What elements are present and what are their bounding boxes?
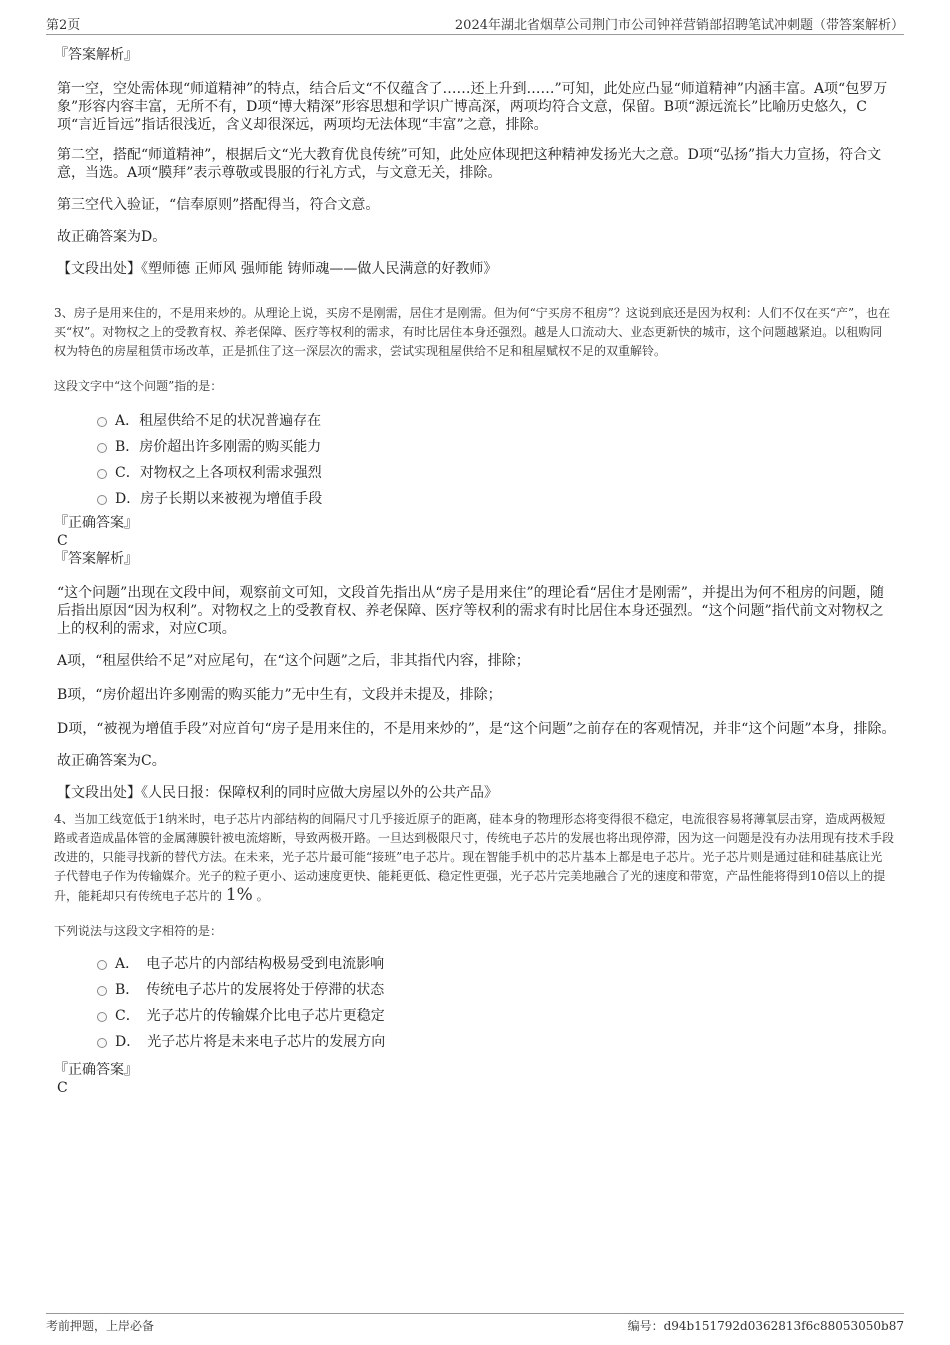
radio-icon[interactable] [97,986,107,996]
main-content [54,46,897,1097]
q4-stem [54,810,894,906]
prev-analysis-para1: 第一空，空处需体现“师道精神”的特点，结合后文“不仅蕴含了……还上升到……”可知，此处应凸显“师道精神”内涵丰富。A项“包罗万象”形容内容丰富，无所不有，D项“博大精深”形容思想和学识广博高深，两项均符合文意，保留。B项“源远流长”比喻历史悠久，C项“言近旨远”指话很浅近，含义却很深远，两项均无法体现“丰富”之意，排除。 [57,81,888,133]
q4-answer-label: 『正确答案』 [54,1062,138,1078]
q4-question: 下列说法与这段文字相符的是： [54,924,223,938]
radio-icon[interactable] [97,495,107,505]
option-label: B．房价超出许多刚需的购买能力 [115,439,322,455]
q4-options [57,951,897,1055]
q3-option-b[interactable] [57,434,897,460]
option-label: A．租屋供给不足的状况普遍存在 [115,413,322,429]
prev-source: 【文段出处】《塑师德 正师风 强师能 铸师魂——做人民满意的好教师》 [57,261,498,277]
radio-icon[interactable] [97,1012,107,1022]
q4-percent: 1% [225,885,253,905]
footer-slogan: 考前押题，上岸必备 [46,1319,155,1333]
q3-option-d[interactable] [57,486,897,512]
radio-icon[interactable] [97,960,107,970]
option-label: D． 光子芯片将是未来电子芯片的发展方向 [115,1034,386,1050]
q3-option-a[interactable] [57,408,897,434]
q3-analysis-label: 『答案解析』 [54,551,138,567]
page-footer [46,1313,904,1334]
q3-conclusion: 故正确答案为C。 [57,753,166,769]
page-number: 第2页 [46,18,81,33]
q4-stem-text: 4、当加工线宽低于1纳米时，电子芯片内部结构的间隔尺寸几乎接近原子的距离，硅本身的物理形态将变得很不稳定，电流很容易将薄氧层击穿，造成两极短路或者造成晶体管的金属薄膜针被电流熔断，导致两极开路。一旦达到极限尺寸，传统电子芯片的发展也将出现停滞，因为这一问题是没有办法用现有技术手段改进的，只能寻找新的替代方法。在未来，光子芯片最可能“接班”电子芯片。现在智能手机中的芯片基本上都是电子芯片。光子芯片则是通过硅和硅基底让光子代替电子作为传输媒介。光子的粒子更小、运动速度更快、能耗更低、稳定性更强，光子芯片完美地融合了光的速度和带宽，产品性能将得到10倍以上的提升，能耗却只有传统电子芯片的 [54,812,895,903]
q3-stem: 3、房子是用来住的，不是用来炒的。从理论上说，买房不是刚需，居住才是刚需。但为何“宁买房不租房”？这说到底还是因为权利：人们不仅在买“产”，也在买“权”。对物权之上的受教育权、养老保障、医疗等权利的需求，有时比居住本身还强烈。越是人口流动大、业态更新快的城市，这个问题越紧迫。以租购同权为特色的房屋租赁市场改革，正是抓住了这一深层次的需求，尝试实现租屋供给不足和租屋赋权不足的双重解铃。 [54,306,891,358]
radio-icon[interactable] [97,469,107,479]
q3-answer: C [57,533,68,549]
page-header [46,12,904,35]
q3-analysis-para4: D项，“被视为增值手段”对应首句“房子是用来住的，不是用来炒的”，是“这个问题”之前存在的客观情况，并非“这个问题”本身，排除。 [57,721,896,737]
option-label: A． 电子芯片的内部结构极易受到电流影响 [115,956,385,972]
prev-conclusion: 故正确答案为D。 [57,229,167,245]
q3-question: 这段文字中“这个问题”指的是： [54,379,223,393]
q3-analysis-para3: B项，“房价超出许多刚需的购买能力”无中生有，文段并未提及，排除； [57,687,502,703]
radio-icon[interactable] [97,1038,107,1048]
q3-source: 【文段出处】《人民日报：保障权利的同时应做大房屋以外的公共产品》 [57,785,498,801]
q4-stem-end: 。 [256,889,269,903]
option-label: C． 光子芯片的传输媒介比电子芯片更稳定 [115,1008,385,1024]
option-label: C．对物权之上各项权利需求强烈 [115,465,322,481]
prev-analysis-para3: 第三空代入验证，“信奉原则”搭配得当，符合文意。 [57,197,380,213]
radio-icon[interactable] [97,443,107,453]
q3-option-c[interactable] [57,460,897,486]
q3-options [57,408,897,512]
q4-option-d[interactable] [57,1029,897,1055]
q3-analysis-para2: A项，“租屋供给不足”对应尾句，在“这个问题”之后，非其指代内容，排除； [57,653,530,669]
option-label: B． 传统电子芯片的发展将处于停滞的状态 [115,982,385,998]
option-label: D．房子长期以来被视为增值手段 [115,491,323,507]
radio-icon[interactable] [97,417,107,427]
prev-analysis-para2: 第二空，搭配“师道精神”，根据后文“光大教育优良传统”可知，此处应体现把这种精神发扬光大之意。D项“弘扬”指大力宣扬，符合文意，当选。A项“膜拜”表示尊敬或畏服的行礼方式，与文意无关，排除。 [57,147,882,181]
q3-answer-label: 『正确答案』 [54,515,138,531]
q4-answer: C [57,1080,68,1096]
q4-option-b[interactable] [57,977,897,1003]
q4-option-a[interactable] [57,951,897,977]
prev-analysis-label: 『答案解析』 [54,47,138,63]
q3-analysis-para1: “这个问题”出现在文段中间，观察前文可知，文段首先指出从“房子是用来住”的理论看“居住才是刚需”，并提出为何不租房的问题，随后指出原因“因为权利”。对物权之上的受教育权、养老保障、医疗等权利的需求有时比居住本身还强烈。“这个问题”指代前文对物权之上的权利的需求，对应C项。 [57,585,884,637]
q4-option-c[interactable] [57,1003,897,1029]
document-title: 2024年湖北省烟草公司荆门市公司钟祥营销部招聘笔试冲刺题（带答案解析） [454,18,904,33]
document-id: 编号：d94b151792d0362813f6c88053050b87 [627,1319,904,1333]
